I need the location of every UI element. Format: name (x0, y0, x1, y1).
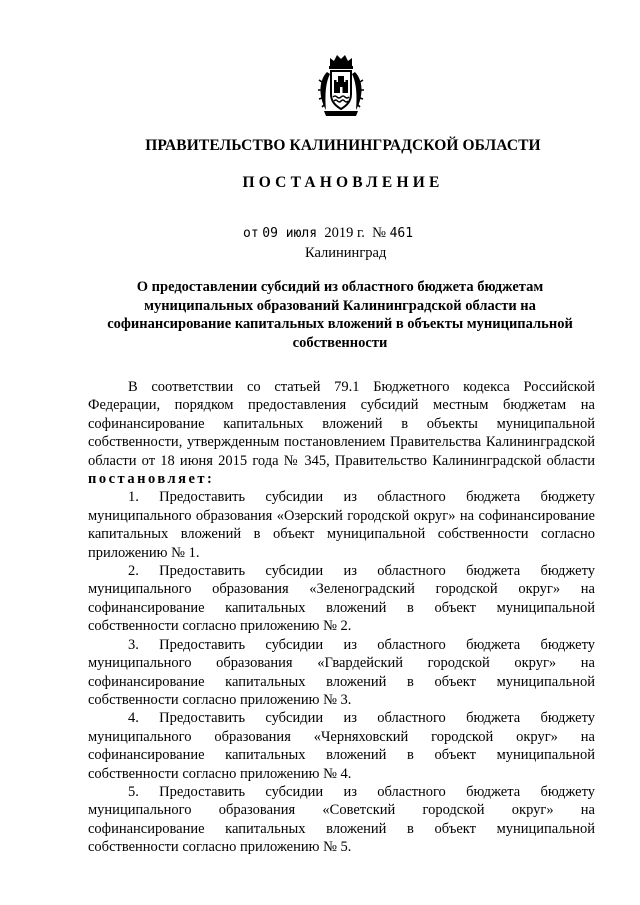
document-subject: О предоставлении субсидий из областного бюджета бюджетам муниципальных образований Калининградской области на софинансирование капитальных вложений в объекты муниципальной собственности (107, 279, 573, 351)
date-day-month: 09 июля (262, 226, 318, 241)
document-type: ПОСТАНОВЛЕНИЕ (242, 174, 444, 191)
city: Калининград (305, 245, 387, 261)
list-item-1: 1. Предоставить субсидии из областного бюджета бюджету муниципального образования «Озерский городской округ» на софинансирование капитальных вложений в объект муниципальной собственности согласно приложению № 1. (88, 489, 595, 561)
list-item-4: 4. Предоставить субсидии из областного бюджета бюджету муниципального образования «Черняховский городской округ» на софинансирование капитальных вложений в объект муниципальной собственности согласно приложению № 4. (88, 710, 595, 782)
date-year: 2019 г. (324, 225, 365, 241)
decree-word: постановляет: (88, 471, 215, 488)
document-body (88, 378, 595, 857)
preamble-text: В соответствии со статьей 79.1 Бюджетного кодекса Российской Федерации, порядком предоставления субсидий местным бюджетам на софинансирование капитальных вложений в объекты муниципальной собственности, утвержденным постановлением Правительства Калининградской области от 18 июня 2015 года № 345, Правительство Калининградской области (88, 379, 595, 469)
list-item-3: 3. Предоставить субсидии из областного бюджета бюджету муниципального образования «Гвардейский городской округ» на софинансирование капитальных вложений в объект муниципальной собственности согласно приложению № 3. (88, 636, 595, 708)
list-item-2: 2. Предоставить субсидии из областного бюджета бюджету муниципального образования «Зеленоградский городской округ» на софинансирование капитальных вложений в объект муниципальной собственности согласно приложению № 2. (88, 563, 595, 635)
government-title: ПРАВИТЕЛЬСТВО КАЛИНИНГРАДСКОЙ ОБЛАСТИ (145, 137, 541, 154)
coat-of-arms-icon (316, 52, 366, 118)
preamble-paragraph (88, 378, 595, 488)
date-prefix: от (243, 226, 259, 241)
document-number: 461 (389, 226, 414, 241)
list-item-5: 5. Предоставить субсидии из областного бюджета бюджету муниципального образования «Советский городской округ» на софинансирование капитальных вложений в объект муниципальной собственности согласно приложению № 5. (88, 783, 595, 856)
number-label: № (372, 225, 386, 241)
date-line (243, 225, 413, 242)
